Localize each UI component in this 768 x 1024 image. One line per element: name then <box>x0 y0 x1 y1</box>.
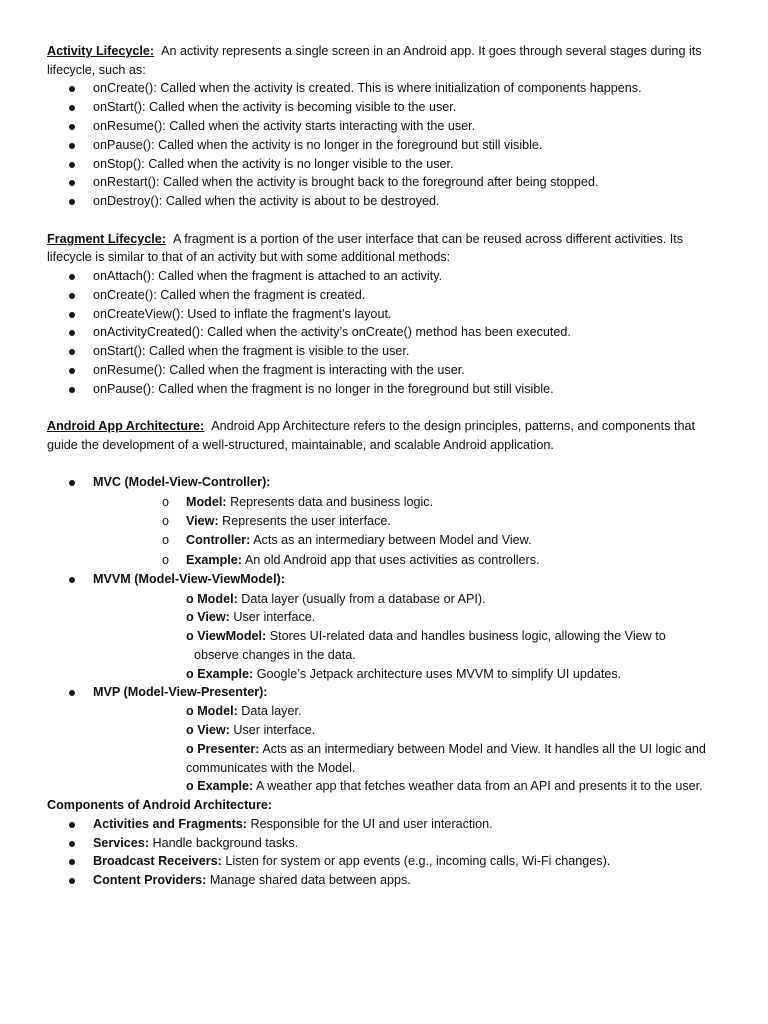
activity-item: onDestroy(): Called when the activity is about to be destroyed. <box>93 194 440 208</box>
bullet-icon <box>69 859 75 865</box>
circle-bullet-icon: o <box>162 495 170 509</box>
mvp-item-label: o Model: <box>186 704 238 718</box>
bullet-icon <box>69 274 75 280</box>
mvvm-item-label: o ViewModel: <box>186 629 267 643</box>
components-item-label: Broadcast Receivers: <box>93 854 222 868</box>
fragment-intro-text: A fragment is a portion of the user interface that can be reused across different activities. Its <box>172 232 684 246</box>
bullet-icon <box>69 878 75 884</box>
activity-item: onResume(): Called when the activity starts interacting with the user. <box>93 119 476 133</box>
fragment-item: onResume(): Called when the fragment is interacting with the user. <box>93 363 465 377</box>
mvvm-item-text: Google’s Jetpack architecture uses MVVM to simplify UI updates. <box>256 667 622 681</box>
mvvm-item-text: Stores UI-related data and handles business logic, allowing the View to <box>269 629 666 643</box>
mvp-item <box>186 721 315 740</box>
mvp-item-label: o View: <box>186 723 230 737</box>
mvp-title: MVP (Model-View-Presenter): <box>93 685 268 699</box>
components-item <box>93 834 298 853</box>
mvvm-title: MVVM (Model-View-ViewModel): <box>93 572 285 586</box>
fragment-item: onPause(): Called when the fragment is no longer in the foreground but still visible. <box>93 382 554 396</box>
fragment-intro-line-2: lifecycle is similar to that of an activity but with some additional methods: <box>47 250 451 264</box>
activity-item: onCreate(): Called when the activity is created. This is where initialization of components happens. <box>93 81 642 95</box>
components-item-text: Handle background tasks. <box>152 836 299 850</box>
activity-item: onRestart(): Called when the activity is brought back to the foreground after being stopped. <box>93 175 599 189</box>
components-heading: Components of Android Architecture: <box>47 798 273 812</box>
activity-intro-line-2: lifecycle, such as: <box>47 63 146 77</box>
mvp-item-text: A weather app that fetches weather data from an API and presents it to the user. <box>256 779 703 793</box>
bullet-icon <box>69 143 75 149</box>
circle-bullet-icon: o <box>162 553 170 567</box>
bullet-icon <box>69 180 75 186</box>
mvvm-item-text: User interface. <box>233 610 316 624</box>
bullet-icon <box>69 577 75 583</box>
bullet-icon <box>69 86 75 92</box>
architecture-heading: Android App Architecture: <box>47 419 205 433</box>
fragment-item: onStart(): Called when the fragment is visible to the user. <box>93 344 410 358</box>
components-item-text: Manage shared data between apps. <box>209 873 411 887</box>
mvvm-item-label: o Model: <box>186 592 238 606</box>
activity-heading: Activity Lifecycle: <box>47 44 155 58</box>
bullet-icon <box>69 841 75 847</box>
components-item <box>93 871 411 890</box>
mvc-item-label: View: <box>186 514 219 528</box>
bullet-icon <box>69 124 75 130</box>
bullet-icon <box>69 690 75 696</box>
bullet-icon <box>69 387 75 393</box>
fragment-item: onAttach(): Called when the fragment is attached to an activity. <box>93 269 443 283</box>
mvvm-item <box>186 627 666 646</box>
mvp-item-label: o Example: <box>186 779 254 793</box>
activity-intro-text: An activity represents a single screen in an Android app. It goes through several stages during its <box>161 44 702 58</box>
components-item <box>93 815 493 834</box>
mvvm-item-continuation: observe changes in the data. <box>194 648 356 662</box>
mvc-item-label: Controller: <box>186 533 251 547</box>
bullet-icon <box>69 349 75 355</box>
mvc-title: MVC (Model-View-Controller): <box>93 475 271 489</box>
fragment-intro-line-1 <box>47 230 683 249</box>
mvc-item-text: Represents the user interface. <box>222 514 391 528</box>
activity-item: onPause(): Called when the activity is no longer in the foreground but still visible. <box>93 138 543 152</box>
mvc-item-label: Model: <box>186 495 227 509</box>
mvp-item-text: Data layer. <box>241 704 302 718</box>
bullet-icon <box>69 330 75 336</box>
mvvm-item-label: o View: <box>186 610 230 624</box>
circle-bullet-icon: o <box>162 514 170 528</box>
mvvm-item <box>186 665 621 684</box>
components-item-text: Responsible for the UI and user interaction. <box>250 817 493 831</box>
architecture-intro-text: Android App Architecture refers to the design principles, patterns, and components that <box>211 419 695 433</box>
mvp-item <box>186 740 706 759</box>
components-item-label: Services: <box>93 836 150 850</box>
mvvm-item <box>186 590 486 609</box>
fragment-item: onActivityCreated(): Called when the activity’s onCreate() method has been executed. <box>93 325 571 339</box>
activity-item: onStart(): Called when the activity is becoming visible to the user. <box>93 100 457 114</box>
mvp-item <box>186 777 703 796</box>
mvc-item <box>186 512 391 531</box>
mvc-item <box>186 531 532 550</box>
bullet-icon <box>69 293 75 299</box>
bullet-icon <box>69 199 75 205</box>
components-item <box>93 852 610 871</box>
mvp-item-text: User interface. <box>233 723 316 737</box>
bullet-icon <box>69 105 75 111</box>
bullet-icon <box>69 162 75 168</box>
mvp-item-continuation: communicates with the Model. <box>186 761 356 775</box>
mvvm-item-label: o Example: <box>186 667 254 681</box>
fragment-item: onCreateView(): Used to inflate the fragment’s layout. <box>93 307 392 321</box>
mvc-item-text: Acts as an intermediary between Model and View. <box>253 533 532 547</box>
activity-item: onStop(): Called when the activity is no longer visible to the user. <box>93 157 454 171</box>
components-item-text: Listen for system or app events (e.g., incoming calls, Wi-Fi changes). <box>225 854 611 868</box>
mvp-item-label: o Presenter: <box>186 742 260 756</box>
bullet-icon <box>69 822 75 828</box>
bullet-icon <box>69 368 75 374</box>
mvp-item <box>186 702 301 721</box>
mvc-item-text: An old Android app that uses activities as controllers. <box>244 553 540 567</box>
bullet-icon <box>69 312 75 318</box>
mvp-item-text: Acts as an intermediary between Model and View. It handles all the UI logic and <box>262 742 706 756</box>
mvc-item-text: Represents data and business logic. <box>230 495 434 509</box>
mvvm-item <box>186 608 315 627</box>
components-item-label: Content Providers: <box>93 873 207 887</box>
mvc-item <box>186 551 540 570</box>
fragment-heading: Fragment Lifecycle: <box>47 232 166 246</box>
activity-intro-line-1 <box>47 42 702 61</box>
architecture-intro-line-2: guide the development of a well-structured, maintainable, and scalable Android application. <box>47 438 554 452</box>
fragment-item: onCreate(): Called when the fragment is created. <box>93 288 366 302</box>
bullet-icon <box>69 480 75 486</box>
circle-bullet-icon: o <box>162 533 170 547</box>
components-item-label: Activities and Fragments: <box>93 817 247 831</box>
mvc-item-label: Example: <box>186 553 242 567</box>
mvc-item <box>186 493 433 512</box>
architecture-intro-line-1 <box>47 417 695 436</box>
mvvm-item-text: Data layer (usually from a database or API). <box>241 592 486 606</box>
